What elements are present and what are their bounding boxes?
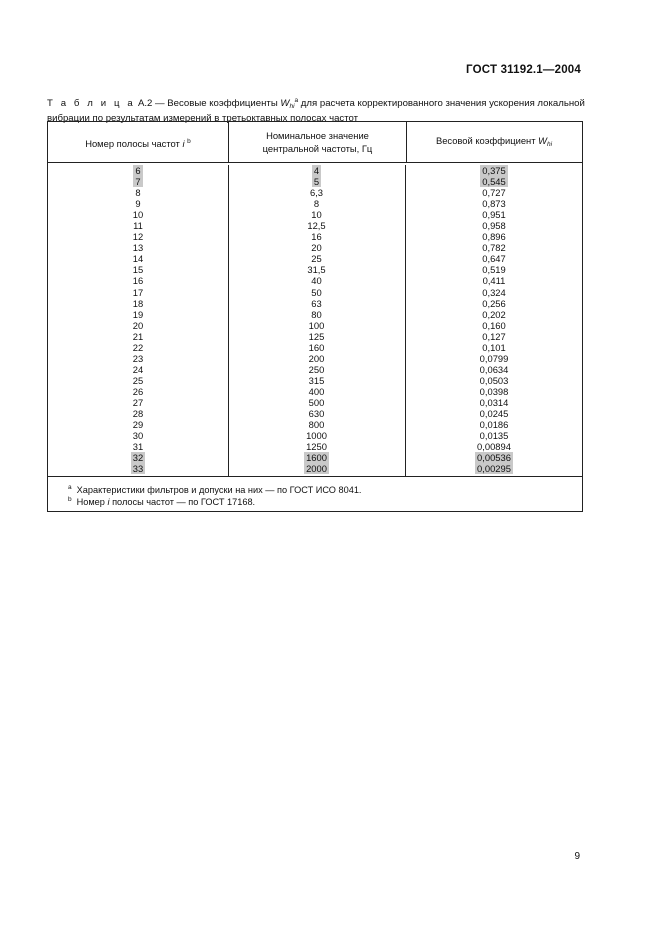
table-row — [48, 253, 582, 264]
table-row — [48, 430, 582, 441]
caption-number: А.2 — [137, 98, 153, 109]
footnote-b-var: i — [107, 497, 110, 507]
table-row — [48, 231, 582, 242]
header-band-sup: b — [187, 137, 191, 145]
frequency-cell: 1600 — [306, 452, 327, 464]
weight-cell: 0,375 — [482, 165, 506, 176]
band-number-cell: 26 — [132, 385, 144, 397]
weight-cell: 0,202 — [482, 308, 506, 320]
band-number-cell: 11 — [133, 220, 143, 232]
header-weight-sub: hi — [546, 140, 553, 148]
band-number-cell: 22 — [132, 341, 144, 353]
weight-cell: 0,0186 — [479, 419, 509, 431]
band-number-cell: 31 — [132, 441, 144, 453]
caption-symbol-sub: hi — [289, 103, 295, 110]
frequency-cell: 8 — [313, 198, 320, 210]
frequency-cell: 1000 — [306, 430, 327, 442]
footnote-a-mark: a — [68, 484, 72, 491]
band-number-cell: 8 — [135, 187, 141, 199]
frequency-cell: 1250 — [306, 441, 327, 453]
page-number: 9 — [574, 851, 580, 862]
band-number-cell: 12 — [132, 231, 144, 243]
table-row — [48, 165, 582, 176]
frequency-cell: 5 — [313, 176, 320, 188]
frequency-cell: 20 — [311, 242, 322, 254]
table-row — [48, 309, 582, 320]
weight-cell: 0,545 — [482, 176, 506, 188]
band-number-cell: 10 — [132, 209, 144, 221]
table-row — [48, 320, 582, 331]
weight-cell: 0,727 — [482, 187, 506, 199]
table-row — [48, 242, 582, 253]
table-row — [48, 441, 582, 452]
header-band-number: Номер полосы частот i $^b$ — [85, 137, 191, 149]
frequency-cell: 500 — [308, 396, 325, 408]
weight-cell: 0,101 — [482, 341, 506, 353]
band-number-cell: 27 — [132, 396, 144, 408]
band-number-cell: 21 — [132, 330, 144, 342]
band-number-cell: 33 — [132, 463, 144, 475]
weight-cell: 0,958 — [482, 220, 506, 232]
band-number-cell: 14 — [132, 253, 144, 265]
frequency-cell: 80 — [311, 308, 322, 320]
weight-cell: 0,160 — [482, 319, 506, 331]
frequency-cell: 400 — [308, 385, 325, 397]
document-id: ГОСТ 31192.1—2004 — [466, 64, 581, 76]
frequency-cell: 4 — [313, 165, 320, 176]
frequency-cell: 200 — [308, 352, 325, 364]
table-row — [48, 375, 582, 386]
frequency-cell: 12,5 — [307, 220, 326, 232]
band-number-cell: 13 — [132, 242, 144, 254]
table-row — [48, 353, 582, 364]
weight-cell: 0,00536 — [477, 452, 511, 464]
caption-symbol-sup: a — [294, 97, 299, 104]
band-number-cell: 16 — [132, 275, 144, 287]
weight-cell: 0,873 — [482, 198, 506, 210]
header-nominal-frequency: Номинальное значение центральной частоты, Гц — [228, 122, 407, 162]
table-row — [48, 342, 582, 353]
frequency-cell: 50 — [311, 286, 322, 298]
header-band-var: i — [182, 137, 185, 149]
table-row — [48, 298, 582, 309]
table-row — [48, 220, 582, 231]
table-row — [48, 397, 582, 408]
band-number-cell: 25 — [132, 374, 144, 386]
frequency-cell: 16 — [311, 231, 322, 243]
table-row — [48, 386, 582, 397]
weighting-table — [47, 121, 583, 512]
band-number-cell: 9 — [135, 198, 141, 210]
table-row — [48, 275, 582, 286]
frequency-cell: 2000 — [306, 463, 327, 475]
band-number-cell: 6 — [135, 165, 141, 176]
weight-cell: 0,00295 — [477, 463, 511, 475]
weight-cell: 0,00894 — [477, 441, 511, 453]
frequency-cell: 160 — [308, 341, 325, 353]
frequency-cell: 315 — [308, 374, 325, 386]
frequency-cell: 31,5 — [307, 264, 326, 276]
frequency-cell: 63 — [311, 297, 322, 309]
caption-text-line2: вибрации по результатам измерений в третьоктавных полосах частот — [47, 113, 359, 124]
band-number-cell: 24 — [132, 363, 144, 375]
weight-cell: 0,0799 — [479, 352, 509, 364]
table-footnotes — [48, 476, 582, 512]
weight-cell: 0,324 — [482, 286, 506, 298]
band-number-cell: 29 — [132, 419, 144, 431]
frequency-cell: 125 — [308, 330, 325, 342]
band-number-cell: 32 — [132, 452, 144, 464]
band-number-cell: 28 — [132, 408, 144, 420]
weight-cell: 0,0314 — [479, 396, 509, 408]
caption-text-line1-rest: для расчета корректированного значения ускорения локальной — [298, 98, 585, 109]
table-row — [48, 187, 582, 198]
footnote-b: $^b$ Номер i полосы частот — по ГОСТ 17168. — [68, 496, 256, 507]
frequency-cell: 25 — [311, 253, 322, 265]
weight-cell: 0,951 — [482, 209, 506, 221]
weight-cell: 0,256 — [482, 297, 506, 309]
weight-cell: 0,519 — [482, 264, 506, 276]
weight-cell: 0,0503 — [479, 374, 509, 386]
table-row — [48, 364, 582, 375]
band-number-cell: 18 — [132, 297, 144, 309]
table-row — [48, 264, 582, 275]
table-row — [48, 452, 582, 463]
caption-label: Т а б л и ц а — [47, 98, 136, 109]
band-number-cell: 7 — [135, 176, 141, 188]
footnote-b-mark: b — [68, 496, 72, 503]
table-row — [48, 287, 582, 298]
header-weight-symbol: W — [538, 134, 547, 146]
caption-text-before-symbol: — Весовые коэффициенты — [152, 98, 281, 109]
frequency-cell: 40 — [311, 275, 322, 287]
weight-cell: 0,127 — [482, 330, 506, 342]
table-header — [48, 122, 582, 163]
table-row — [48, 408, 582, 419]
weight-cell: 0,0398 — [479, 385, 509, 397]
table-row — [48, 209, 582, 220]
table-row — [48, 419, 582, 430]
table-row — [48, 331, 582, 342]
band-number-cell: 30 — [132, 430, 144, 442]
band-number-cell: 19 — [132, 308, 144, 320]
band-number-cell: 20 — [132, 319, 144, 331]
band-number-cell: 23 — [132, 352, 144, 364]
weight-cell: 0,0634 — [479, 363, 509, 375]
table-row — [48, 198, 582, 209]
footnote-a-text: Характеристики фильтров и допуски на них — по ГОСТ ИСО 8041. — [76, 485, 362, 495]
table-row — [48, 176, 582, 187]
header-weighting-coefficient: Весовой коэффициент $W_{hi}$ — [435, 134, 553, 148]
weight-cell: 0,896 — [482, 231, 506, 243]
frequency-cell: 630 — [308, 408, 325, 420]
weight-cell: 0,782 — [482, 242, 506, 254]
frequency-cell: 100 — [308, 319, 325, 331]
table-row — [48, 463, 582, 474]
caption-symbol: W — [280, 98, 290, 109]
weight-cell: 0,0245 — [479, 408, 509, 420]
weight-cell: 0,0135 — [479, 430, 509, 442]
frequency-cell: 800 — [308, 419, 325, 431]
band-number-cell: 17 — [132, 286, 144, 298]
band-number-cell: 15 — [132, 264, 144, 276]
frequency-cell: 250 — [308, 363, 325, 375]
weight-cell: 0,647 — [482, 253, 506, 265]
frequency-cell: 6,3 — [309, 187, 324, 199]
table-body — [48, 165, 582, 474]
frequency-cell: 10 — [311, 209, 322, 221]
weight-cell: 0,411 — [482, 275, 506, 287]
